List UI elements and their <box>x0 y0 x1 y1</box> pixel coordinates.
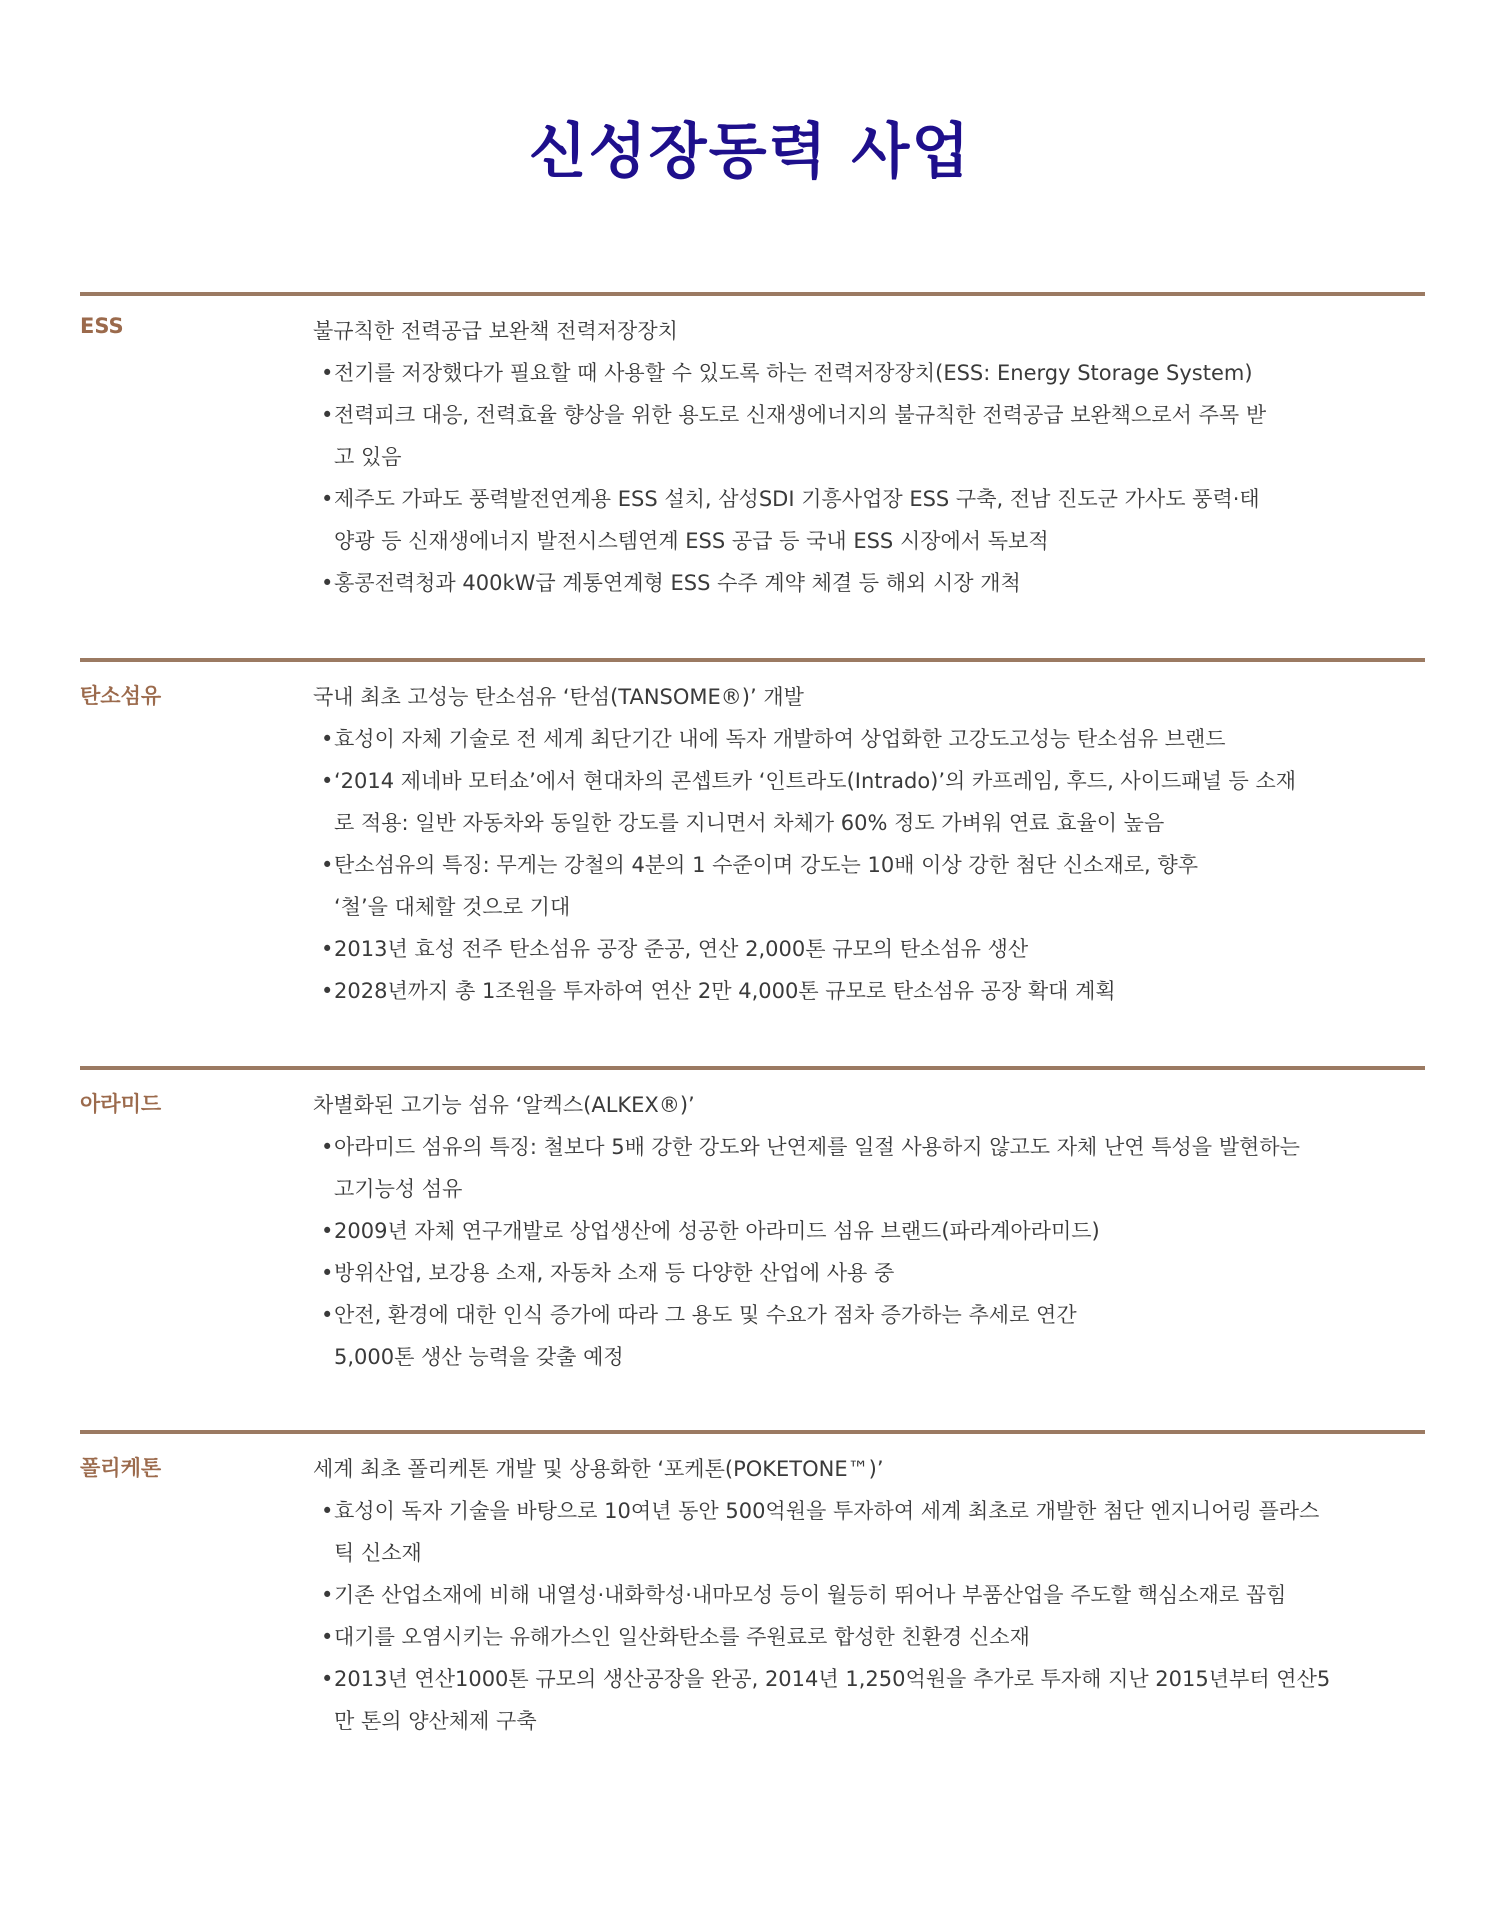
section-body <box>313 1084 1423 1378</box>
bullet-item: • 전력피크 대응, 전력효율 향상을 위한 용도로 신재생에너지의 불규칙한 전력공급 보완책으로서 주목 받고 있음 <box>321 394 1284 478</box>
bullet-item: • 아라미드 섬유의 특징: 철보다 5배 강한 강도와 난연제를 일절 사용하지 않고도 자체 난연 특성을 발현하는 고기능성 섬유 <box>321 1126 1314 1210</box>
bullet-item: • 효성이 독자 기술을 바탕으로 10여년 동안 500억원을 투자하여 세계 최초로 개발한 첨단 엔지니어링 플라스틱 신소재 <box>321 1490 1334 1574</box>
bullet-item: • 2009년 자체 연구개발로 상업생산에 성공한 아라미드 섬유 브랜드(파라계아라미드) <box>321 1210 1423 1252</box>
bullet-item: • 2013년 연산1000톤 규모의 생산공장을 완공, 2014년 1,250억원을 추가로 투자해 지난 2015년부터 연산5만 톤의 양산체제 구축 <box>321 1658 1334 1742</box>
bullet-item: • 대기를 오염시키는 유해가스인 일산화탄소를 주원료로 합성한 친환경 신소재 <box>321 1616 1423 1658</box>
bullet-item: • 효성이 자체 기술로 전 세계 최단기간 내에 독자 개발하여 상업화한 고강도고성능 탄소섬유 브랜드 <box>321 718 1423 760</box>
section-heading: 차별화된 고기능 섬유 ‘알켁스(ALKEX®)’ <box>313 1093 695 1117</box>
section-body <box>313 310 1423 604</box>
bullet-item: • 안전, 환경에 대한 인식 증가에 따라 그 용도 및 수요가 점차 증가하는 추세로 연간 5,000톤 생산 능력을 갖출 예정 <box>321 1294 1134 1378</box>
section-label: ESS <box>80 314 124 338</box>
bullet-item: • 2013년 효성 전주 탄소섬유 공장 준공, 연산 2,000톤 규모의 탄소섬유 생산 <box>321 928 1423 970</box>
page-title: 신성장동력 사업 <box>528 117 972 187</box>
section-label: 아라미드 <box>80 1092 162 1116</box>
section-body <box>313 676 1423 1012</box>
bullet-item: • 전기를 저장했다가 필요할 때 사용할 수 있도록 하는 전력저장장치(ESS: Energy Storage System) <box>321 352 1423 394</box>
section-label: 탄소섬유 <box>80 684 162 708</box>
section-ess <box>80 292 1425 595</box>
bullet-item: • 방위산업, 보강용 소재, 자동차 소재 등 다양한 산업에 사용 중 <box>321 1252 1423 1294</box>
bullet-item: • 2028년까지 총 1조원을 투자하여 연산 2만 4,000톤 규모로 탄소섬유 공장 확대 계획 <box>321 970 1423 1012</box>
bullet-list <box>313 1490 1423 1742</box>
bullet-item: • ‘2014 제네바 모터쇼’에서 현대차의 콘셉트카 ‘인트라도(Intrado)’의 카프레임, 후드, 사이드패널 등 소재로 적용: 일반 자동차와 동일한 강도를 지니면서 차체가 60% 정도 가벼워 연료 효율이 높음 <box>321 760 1314 844</box>
section-aramid <box>80 1066 1425 1369</box>
bullet-list <box>313 718 1423 1012</box>
section-carbon-fiber <box>80 658 1425 1003</box>
section-label: 폴리케톤 <box>80 1456 162 1480</box>
bullet-list <box>313 352 1423 604</box>
section-heading: 불규칙한 전력공급 보완책 전력저장장치 <box>313 319 678 343</box>
bullet-item: • 기존 산업소재에 비해 내열성·내화학성·내마모성 등이 월등히 뛰어나 부품산업을 주도할 핵심소재로 꼽힘 <box>321 1574 1423 1616</box>
bullet-item: • 탄소섬유의 특징: 무게는 강철의 4분의 1 수준이며 강도는 10배 이상 강한 첨단 신소재로, 향후 ‘철’을 대체할 것으로 기대 <box>321 844 1254 928</box>
section-heading: 세계 최초 폴리케톤 개발 및 상용화한 ‘포케톤(POKETONE™)’ <box>313 1457 884 1481</box>
section-body <box>313 1448 1423 1742</box>
section-heading: 국내 최초 고성능 탄소섬유 ‘탄섬(TANSOME®)’ 개발 <box>313 685 804 709</box>
bullet-list <box>313 1126 1423 1378</box>
bullet-item: • 제주도 가파도 풍력발전연계용 ESS 설치, 삼성SDI 기흥사업장 ESS 구축, 전남 진도군 가사도 풍력·태양광 등 신재생에너지 발전시스템연계 ESS 공급 등 국내 ESS 시장에서 독보적 <box>321 478 1274 562</box>
section-polyketone <box>80 1430 1425 1733</box>
bullet-item: • 홍콩전력청과 400kW급 계통연계형 ESS 수주 계약 체결 등 해외 시장 개척 <box>321 562 1423 604</box>
